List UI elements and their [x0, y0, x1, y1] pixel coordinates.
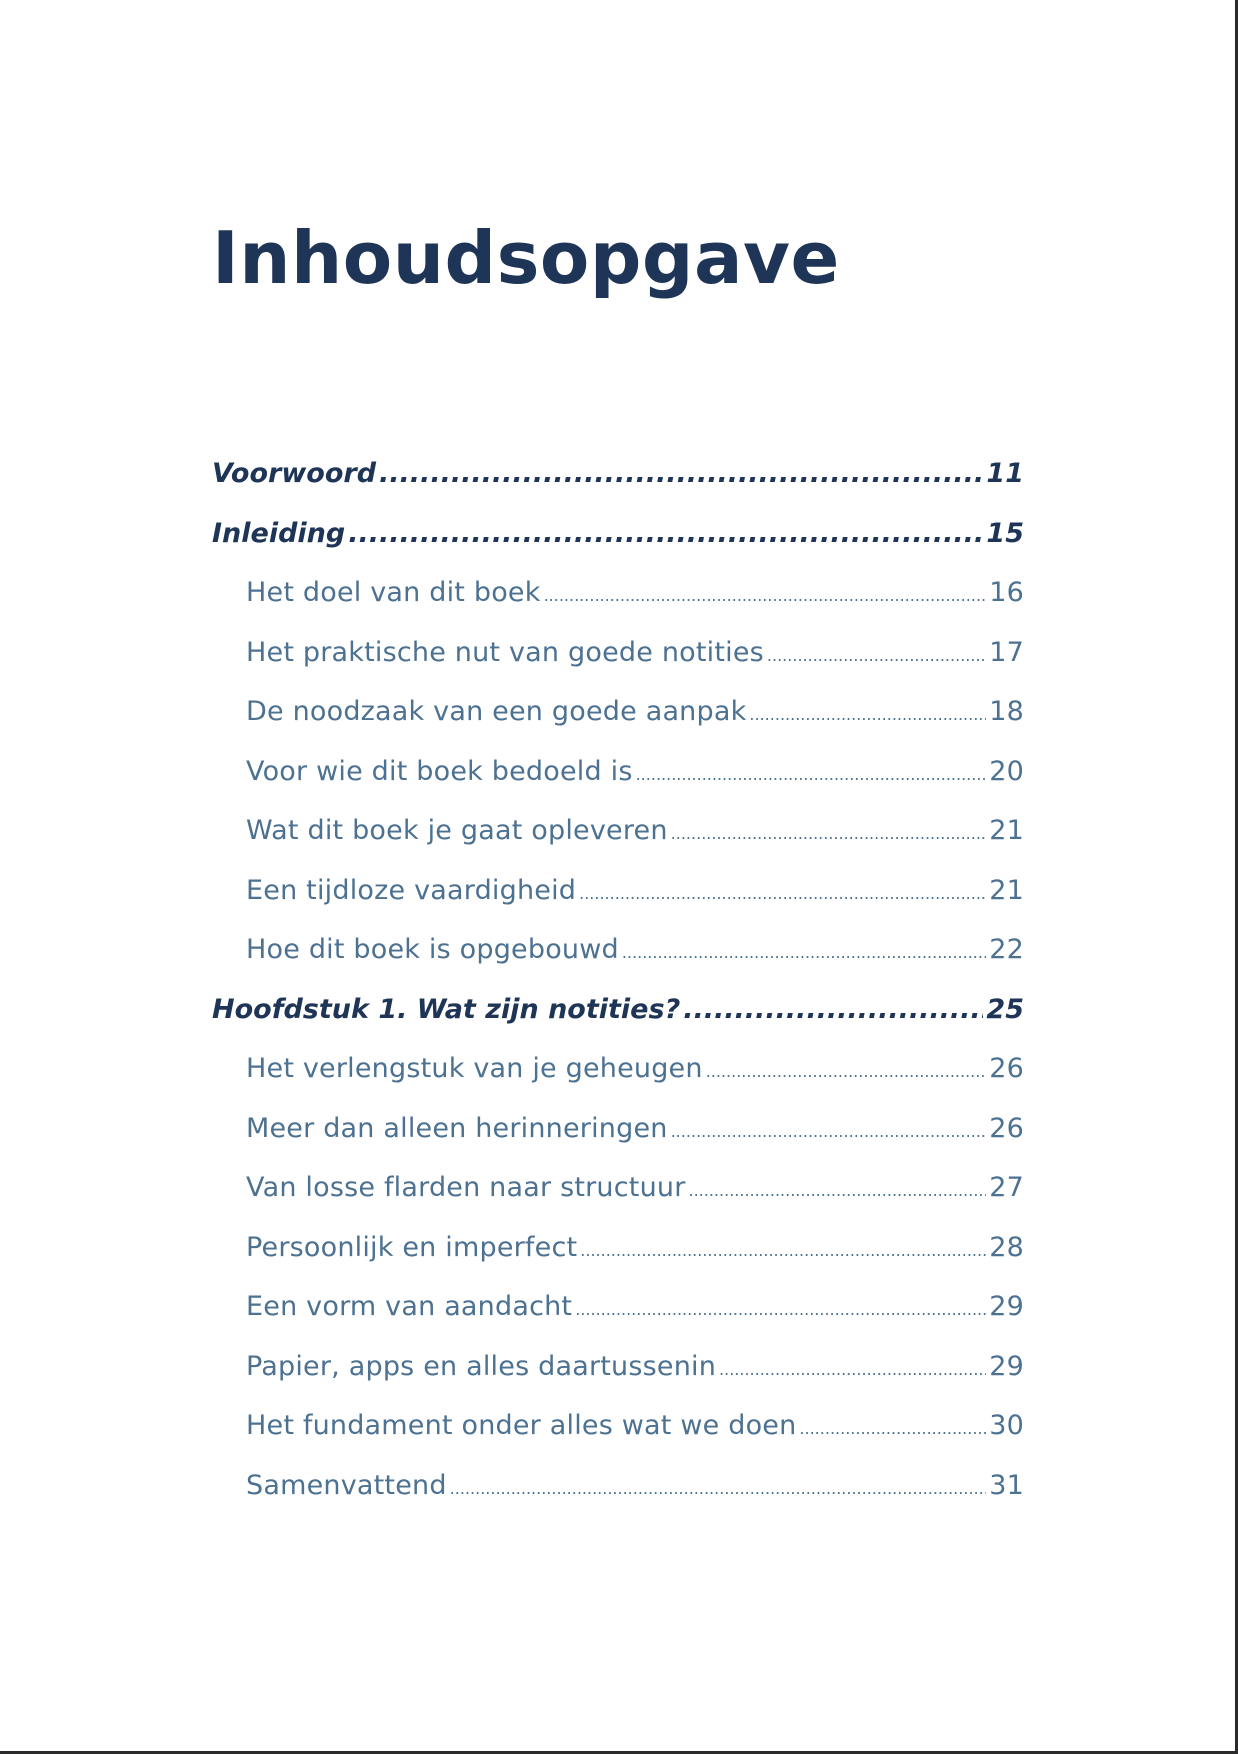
toc-dot-leader — [689, 1161, 987, 1221]
toc-entry-label: Het fundament onder alles wat we doen — [246, 1410, 797, 1441]
toc-page-number: 27 — [989, 1172, 1024, 1203]
toc-entry-label: Het praktische nut van goede notities — [246, 636, 764, 668]
toc-entry-label: Wat dit boek je gaat opleveren — [246, 815, 668, 846]
toc-dot-leader — [636, 745, 987, 805]
toc-section-entry[interactable] — [212, 1277, 1024, 1337]
toc-entry-label: Voor wie dit boek bedoeld is — [246, 755, 633, 787]
toc-section-entry[interactable] — [212, 682, 1024, 742]
toc-dot-leader — [580, 1221, 986, 1281]
toc-dot-leader — [683, 980, 983, 1040]
toc-entry-label: Meer dan alleen herinneringen — [246, 1112, 668, 1144]
toc-section-entry[interactable] — [212, 1099, 1024, 1159]
toc-section-entry[interactable] — [212, 623, 1024, 683]
toc-entry-label: Papier, apps en alles daartussenin — [246, 1350, 717, 1382]
toc-dot-leader — [450, 1459, 987, 1519]
toc-page-number: 15 — [986, 517, 1024, 549]
toc-entry-label: Het doel van dit boek — [246, 577, 541, 608]
toc-chapter-entry[interactable] — [212, 504, 1024, 564]
toc-page-number: 26 — [989, 1053, 1024, 1084]
toc-page-number: 11 — [986, 458, 1024, 489]
toc-dot-leader — [671, 1102, 987, 1162]
toc-entry-label: De noodzaak van een goede aanpak — [246, 696, 747, 727]
toc-entry-label: Voorwoord — [212, 458, 377, 489]
toc-section-entry[interactable] — [212, 801, 1024, 861]
page-title: Inhoudsopgave — [212, 216, 840, 300]
toc-dot-leader — [767, 626, 986, 686]
toc-page-number: 29 — [989, 1291, 1024, 1322]
toc-entry-label: Het verlengstuk van je geheugen — [246, 1053, 703, 1084]
toc-entry-label: Inleiding — [212, 517, 346, 549]
toc-page-number: 31 — [989, 1469, 1024, 1501]
toc-dot-leader — [544, 566, 987, 626]
toc-entry-label: Hoe dit boek is opgebouwd — [246, 934, 619, 965]
toc-section-entry[interactable] — [212, 1158, 1024, 1218]
toc-entry-label: Een vorm van aandacht — [246, 1291, 573, 1322]
toc-dot-leader — [706, 1042, 987, 1102]
toc-page-number: 30 — [989, 1410, 1024, 1441]
toc-page-number: 17 — [989, 636, 1024, 668]
toc-section-entry[interactable] — [212, 1337, 1024, 1397]
toc-entry-label: Hoofdstuk 1. Wat zijn notities? — [212, 993, 681, 1025]
toc-section-entry[interactable] — [212, 1218, 1024, 1278]
toc-entry-label: Samenvattend — [246, 1469, 447, 1501]
toc-dot-leader — [749, 685, 986, 745]
toc-page-number: 22 — [989, 934, 1024, 965]
toc-page-number: 21 — [989, 815, 1024, 846]
toc-entry-label: Persoonlijk en imperfect — [246, 1231, 578, 1263]
toc-dot-leader — [671, 804, 987, 864]
toc-section-entry[interactable] — [212, 1396, 1024, 1456]
toc-page-number: 28 — [989, 1231, 1024, 1263]
toc-page-number: 18 — [989, 696, 1024, 727]
toc-dot-leader — [622, 923, 986, 983]
toc-entry-label: Van losse flarden naar structuur — [246, 1172, 686, 1203]
toc-entry-label: Een tijdloze vaardigheid — [246, 874, 577, 906]
toc-dot-leader — [379, 444, 983, 504]
toc-dot-leader — [579, 864, 986, 924]
toc-page-number: 16 — [989, 577, 1024, 608]
toc-dot-leader — [348, 504, 983, 564]
toc-section-entry[interactable] — [212, 861, 1024, 921]
toc-dot-leader — [719, 1340, 986, 1400]
toc-section-entry[interactable] — [212, 1456, 1024, 1516]
toc-section-entry[interactable] — [212, 742, 1024, 802]
toc-dot-leader — [575, 1280, 986, 1340]
toc-section-entry[interactable] — [212, 563, 1024, 623]
toc-chapter-entry[interactable] — [212, 980, 1024, 1040]
toc-page-number: 26 — [989, 1112, 1024, 1144]
toc-page-number: 25 — [986, 993, 1024, 1025]
toc-page-number: 29 — [989, 1350, 1024, 1382]
toc-chapter-entry[interactable] — [212, 444, 1024, 504]
toc-page-number: 21 — [989, 874, 1024, 906]
toc-section-entry[interactable] — [212, 1039, 1024, 1099]
toc-section-entry[interactable] — [212, 920, 1024, 980]
toc-dot-leader — [799, 1399, 986, 1459]
toc-page-number: 20 — [989, 755, 1024, 787]
table-of-contents — [212, 444, 1024, 1515]
